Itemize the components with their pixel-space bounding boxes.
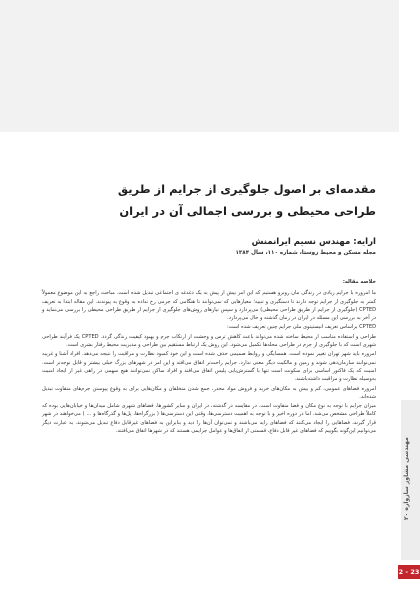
author-line: ارایه: مهندس نسیم ایرانمنش bbox=[251, 237, 376, 247]
article-title-line2: طراحی محیطی و بررسی اجمالی آن در ایران bbox=[119, 204, 376, 218]
article-title bbox=[46, 178, 376, 222]
article-title-line1: مقدمه‌ای بر اصول جلوگیری از جرایم از طریق bbox=[117, 182, 376, 196]
source-line: مجله مسکن و محیط روستا، شماره ۱۱۰، سال ۱۳۸۴ bbox=[235, 250, 376, 256]
abstract-heading: خلاصه مقاله: bbox=[342, 279, 376, 285]
paragraph: امروزه باید شهر تهران تغییر نموده است. همسایگی و روابط صمیمی حذف شده است و این خود کمبود نظارت و مراقبت را نتیجه می‌دهد. افراد آشنا و غریبه نمی‌توانند سازمان‌دهی شوند و زمین و مالکیت دیگر معنی ندارد. جرایم راحت‌تر اتفاق می‌افتد و این امر در شهرهای بزرگ خیلی بیشتر و قابل توجه‌تر است. امنیت که یک فاکتور اساسی برای سکونت است تنها با گسترش‌یابی پلیس اتفاق می‌افتد و افراد ساکن نمی‌توانند هیچ سهمی در راهی غیر از ایجاد امنیت به‌وسیله نظارت و مراقبت داشته‌باشند. bbox=[42, 351, 376, 383]
paragraph: CPTED براساس تعریف انیستیتوی ملی جرایم چنین تعریف شده است: bbox=[227, 324, 376, 331]
paragraph: میزان جرایم با توجه به نوع مکان و فضا متفاوت است. در مقایسه در گذشته، در ایران و سایر کشورها، فضاهای شهری شامل میدان‌ها و خیابان‌هایی بوده که کاملاً طراحی مشخص می‌شد. اما در دوره اخیر و با توجه به اهمیت دسترسی‌ها، وقتی این دسترسی‌ها ( بزرگراه‌ها، پل‌ها و گذرگاه‌ها و ... ) می‌خواهند در شهر قرار گیرند، فضاهایی را ایجاد می‌کنند که فضاهای زاید می‌باشند و نمی‌توان آن‌ها را دید و بنابراین به فضاهای غیرقابل دفاع تبدیل می‌شوند. به عبارت دیگر می‌توانیم این‌گونه بگوییم که فضاهای غیر قابل دفاع، قسمتی از اتفاق‌ها و عوامل جرایمی هستند که در شهرها اتفاق می‌افتند. bbox=[42, 403, 376, 435]
running-header-vertical: مهندسی مشاور سازواره ۲۰ bbox=[403, 437, 410, 521]
header-band bbox=[0, 0, 420, 132]
paragraph: امروزه فضاهای عمومی، کم و بیش به مکان‌های خرید و فروش مواد مخدر، جمع شدن متخلفان و مکان‌هایی برای به وقوع پیوستن جرم‌های متفاوت تبدیل شده‌اند. bbox=[42, 385, 376, 400]
paragraph: ما امروزه با جرایم زیادی در زندگی مان روبرو هستیم که این امر بیش از پیش به یک دغدغه ی اجتماعی تبدیل شده است. مباحث راجع به این موضوع معمولاً کمتر به جلوگیری از جرایم توجه دارند تا دستگیری و تنبیه؛ معیارهایی که نمی‌توانند تا هنگامی که جرمی رخ نداده به وقوع به پیوندند. این مقاله ابتدا به تعریف CPTED (جلوگیری از جرایم از طریق طراحی محیطی) می‌پردازد و سپس نیازهای روش‌های جلوگیری از جرایم از طریق طراحی محیطی را بررسی می‌نماید و در آخر به بررسی این مسئله در ایران در زمان گذشته و حال می‌پردازد. bbox=[42, 290, 376, 322]
page-number-badge: 2 - 23 bbox=[398, 565, 420, 579]
paragraph: طراحی و استفاده مناسب از محیط ساخته شده می‌تواند باعث کاهش ترس و وحشت از ارتکاب جرم و بهبود کیفیت زندگی گردد. CPTED یک فرآیند طراحی شهری است که با جلوگیری از جرم در طراحی محله‌ها تکمیل می‌شود. این روش یک ارتباط مستقیم بین طراحی و مدیریت محیط رفتار بشری است. bbox=[42, 333, 376, 349]
article-body bbox=[42, 278, 376, 436]
